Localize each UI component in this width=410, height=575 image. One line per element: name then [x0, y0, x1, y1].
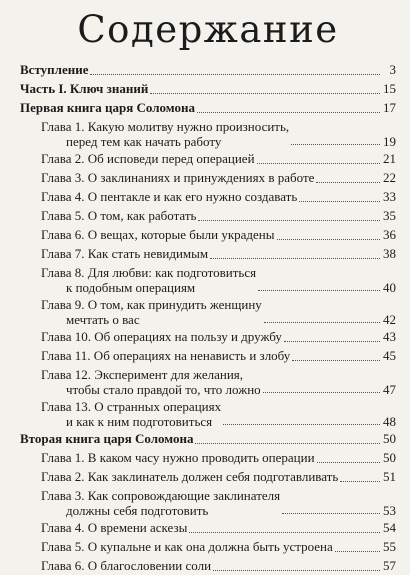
- toc-chapter-entry: [20, 556, 396, 575]
- toc-entry-title-continuation: чтобы стало правдой то, что ложно: [66, 382, 261, 397]
- toc-entry-title-line: Вступление: [20, 62, 89, 77]
- toc-entry-title-line: Глава 5. О том, как работать: [41, 208, 197, 223]
- toc-leader-dots: [316, 182, 380, 183]
- toc-entry-title-continuation: к подобным операциям: [66, 280, 196, 295]
- toc-entry-title-line: Глава 9. О том, как принудить женщину: [41, 297, 262, 312]
- toc-page-number: 57: [383, 558, 396, 573]
- toc-entry-title-line: Глава 2. Об исповеди перед операцией: [41, 151, 255, 166]
- toc-page-number: 35: [383, 208, 396, 223]
- page-title: Содержание: [77, 8, 339, 51]
- toc-page-number: 43: [383, 329, 396, 344]
- toc-leader-dots: [223, 424, 380, 425]
- toc-leader-dots: [292, 360, 380, 361]
- toc-entry-title-line: Глава 8. Для любви: как подготовиться: [41, 265, 257, 280]
- toc-entry-title-line: Глава 6. О вещах, которые были украдены: [41, 227, 275, 242]
- toc-entry-title-line: Глава 2. Как заклинатель должен себя подготавливать: [41, 469, 339, 484]
- toc-page-number: 53: [383, 503, 396, 518]
- toc-leader-dots: [257, 163, 380, 164]
- toc-entry-title: [41, 187, 297, 206]
- toc-entry-title-line: Глава 11. Об операциях на ненависть и злобу: [41, 348, 291, 363]
- toc-page-number: 36: [383, 227, 396, 242]
- toc-page-number: 50: [383, 431, 396, 446]
- toc-chapter-entry: [20, 537, 396, 556]
- toc-leader-dots: [335, 551, 380, 552]
- toc-entry-title-line: Глава 5. О купальне и как она должна быть устроена: [41, 539, 333, 554]
- toc-page-number: 17: [383, 100, 396, 115]
- toc-entry-title-line: Глава 7. Как стать невидимым: [41, 246, 209, 261]
- toc-page-number: 19: [383, 134, 396, 149]
- toc-entry-title-line: Вторая книга царя Соломона: [20, 431, 194, 446]
- toc-entry-title-line: Глава 6. О благословении соли: [41, 558, 212, 573]
- toc-leader-dots: [189, 532, 380, 533]
- toc-page-number: 15: [383, 81, 396, 96]
- toc-entry-title: [20, 98, 195, 117]
- toc-chapter-entry: [20, 397, 396, 429]
- toc-entry-title-line: Первая книга царя Соломона: [20, 100, 195, 115]
- toc-chapter-entry: [20, 346, 396, 365]
- toc-entry-title: [41, 265, 256, 295]
- toc-list: [20, 60, 396, 575]
- toc-entry-title: [41, 206, 196, 225]
- toc-leader-dots: [150, 93, 380, 94]
- toc-leader-dots: [282, 513, 380, 514]
- toc-leader-dots: [264, 322, 380, 323]
- toc-chapter-entry: [20, 486, 396, 518]
- toc-chapter-entry: [20, 263, 396, 295]
- toc-leader-dots: [291, 144, 380, 145]
- toc-chapter-entry: [20, 117, 396, 149]
- toc-entry-title-line: Часть I. Ключ знаний: [20, 81, 149, 96]
- toc-entry-title: [41, 467, 338, 486]
- toc-leader-dots: [197, 112, 380, 113]
- toc-chapter-entry: [20, 467, 396, 486]
- toc-leader-dots: [210, 258, 380, 259]
- toc-page-number: 42: [383, 312, 396, 327]
- toc-page-number: 47: [383, 382, 396, 397]
- toc-entry-title-continuation: и как к ним подготовиться: [66, 414, 213, 429]
- toc-chapter-entry: [20, 244, 396, 263]
- toc-chapter-entry: [20, 365, 396, 397]
- toc-entry-title: [41, 346, 290, 365]
- toc-leader-dots: [317, 462, 380, 463]
- toc-part-entry: [20, 60, 396, 79]
- toc-chapter-entry: [20, 295, 396, 327]
- toc-leader-dots: [258, 290, 380, 291]
- toc-leader-dots: [198, 220, 380, 221]
- toc-entry-title-line: Глава 4. О пентакле и как его нужно создавать: [41, 189, 298, 204]
- toc-entry-title: [41, 119, 289, 149]
- toc-entry-title: [41, 367, 261, 397]
- toc-page-number: 54: [383, 520, 396, 535]
- toc-entry-title: [41, 225, 275, 244]
- toc-part-entry: [20, 79, 396, 98]
- toc-page-number: 21: [383, 151, 396, 166]
- toc-page-number: 22: [383, 170, 396, 185]
- toc-leader-dots: [213, 570, 380, 571]
- toc-entry-title: [41, 244, 208, 263]
- toc-page-number: 50: [383, 450, 396, 465]
- toc-entry-title: [41, 488, 280, 518]
- toc-entry-title: [41, 556, 211, 575]
- toc-entry-title-line: Глава 3. Как сопровождающие заклинателя: [41, 488, 281, 503]
- toc-page-number: 55: [383, 539, 396, 554]
- toc-entry-title-continuation: должны себя подготовить: [66, 503, 209, 518]
- toc-entry-title: [41, 518, 187, 537]
- toc-chapter-entry: [20, 225, 396, 244]
- toc-chapter-entry: [20, 149, 396, 168]
- toc-page-number: 48: [383, 414, 396, 429]
- toc-entry-title-line: Глава 10. Об операциях на пользу и дружбу: [41, 329, 282, 344]
- toc-page-number: 38: [383, 246, 396, 261]
- toc-leader-dots: [299, 201, 380, 202]
- toc-page-number: 40: [383, 280, 396, 295]
- toc-entry-title: [20, 429, 193, 448]
- toc-entry-title-line: Глава 1. Какую молитву нужно произносить,: [41, 119, 290, 134]
- toc-entry-title-continuation: мечтать о вас: [66, 312, 140, 327]
- toc-page-number: 33: [383, 189, 396, 204]
- toc-chapter-entry: [20, 327, 396, 346]
- toc-part-entry: [20, 98, 396, 117]
- toc-entry-title-line: Глава 4. О времени аскезы: [41, 520, 188, 535]
- toc-entry-title: [41, 297, 262, 327]
- toc-entry-title: [41, 149, 255, 168]
- toc-entry-title-line: Глава 1. В каком часу нужно проводить операции: [41, 450, 315, 465]
- toc-part-entry: [20, 429, 396, 448]
- toc-leader-dots: [340, 481, 380, 482]
- toc-leader-dots: [90, 74, 380, 75]
- toc-chapter-entry: [20, 206, 396, 225]
- toc-chapter-entry: [20, 187, 396, 206]
- toc-entry-title: [41, 448, 315, 467]
- toc-entry-title-line: Глава 3. О заклинаниях и принуждениях в работе: [41, 170, 315, 185]
- toc-leader-dots: [277, 239, 381, 240]
- toc-entry-title: [20, 60, 88, 79]
- toc-chapter-entry: [20, 168, 396, 187]
- toc-entry-title: [41, 168, 314, 187]
- toc-leader-dots: [195, 443, 380, 444]
- toc-page-number: 3: [389, 62, 396, 77]
- toc-entry-title-line: Глава 13. О странных операциях: [41, 399, 222, 414]
- toc-entry-title: [20, 79, 148, 98]
- toc-page-number: 51: [383, 469, 396, 484]
- toc-chapter-entry: [20, 448, 396, 467]
- toc-entry-title-continuation: перед тем как начать работу: [66, 134, 222, 149]
- toc-entry-title: [41, 537, 333, 556]
- toc-entry-title-line: Глава 12. Эксперимент для желания,: [41, 367, 244, 382]
- toc-chapter-entry: [20, 518, 396, 537]
- toc-leader-dots: [263, 392, 380, 393]
- toc-leader-dots: [284, 341, 380, 342]
- toc-entry-title: [41, 327, 282, 346]
- toc-page-number: 45: [383, 348, 396, 363]
- toc-entry-title: [41, 399, 221, 429]
